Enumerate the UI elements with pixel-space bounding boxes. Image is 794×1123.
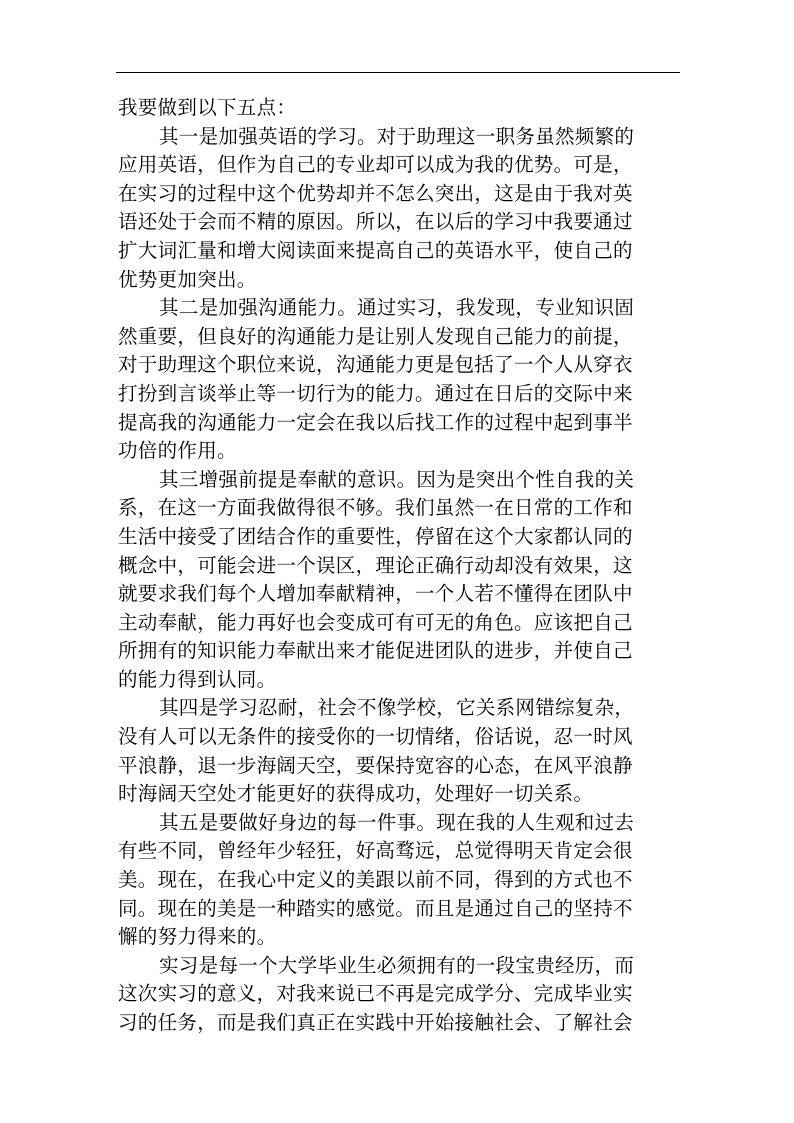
text-line: 所拥有的知识能力奉献出来才能促进团队的进步，并使自己 <box>118 639 633 663</box>
paragraph-5-start: 其五是要做好身边的每一件事。现在我的人生观和过去 <box>159 810 635 834</box>
paragraph-1-start: 其一是加强英语的学习。对于助理这一职务虽然频繁的 <box>159 124 635 148</box>
header-rule <box>116 72 680 73</box>
document-body <box>118 94 678 1038</box>
paragraph-2-start: 其二是加强沟通能力。通过实习，我发现，专业知识固 <box>159 296 635 320</box>
text-line: 系，在这一方面我做得很不够。我们虽然一在日常的工作和 <box>118 496 633 520</box>
text-line: 主动奉献，能力再好也会变成可有可无的角色。应该把自己 <box>118 610 633 634</box>
text-line: 优势更加突出。 <box>118 267 257 291</box>
text-line: 平浪静，退一步海阔天空，要保持宽容的心态，在风平浪静 <box>118 753 633 777</box>
text-line: 扩大词汇量和增大阅读面来提高自己的英语水平，使自己的 <box>118 238 633 262</box>
text-line: 然重要，但良好的沟通能力是让别人发现自己能力的前提， <box>118 324 633 348</box>
text-line: 同。现在的美是一种踏实的感觉。而且是通过自己的坚持不 <box>118 896 633 920</box>
text-line: 没有人可以无条件的接受你的一切情绪，俗话说，忍一时风 <box>118 725 633 749</box>
text-line: 语还处于会而不精的原因。所以，在以后的学习中我要通过 <box>118 210 633 234</box>
text-line: 时海阔天空处才能更好的获得成功，处理好一切关系。 <box>118 782 594 806</box>
text-line: 概念中，可能会进一个误区，理论正确行动却没有效果，这 <box>118 553 633 577</box>
text-line: 有些不同，曾经年少轻狂，好高骛远，总觉得明天肯定会很 <box>118 839 633 863</box>
text-line: 就要求我们每个人增加奉献精神，一个人若不懂得在团队中 <box>118 582 633 606</box>
paragraph-3-start: 其三增强前提是奉献的意识。因为是突出个性自我的关 <box>159 467 635 491</box>
paragraph-4-start: 其四是学习忍耐，社会不像学校，它关系网错综复杂， <box>159 696 635 720</box>
text-line: 应用英语，但作为自己的专业却可以成为我的优势。可是， <box>118 153 633 177</box>
text-line: 的能力得到认同。 <box>118 667 277 691</box>
text-line: 习的任务，而是我们真正在实践中开始接触社会、了解社会 <box>118 1011 633 1034</box>
text-line: 生活中接受了团结合作的重要性，停留在这个大家都认同的 <box>118 524 633 548</box>
text-line: 美。现在，在我心中定义的美跟以前不同，得到的方式也不 <box>118 868 633 892</box>
text-line: 在实习的过程中这个优势却并不怎么突出，这是由于我对英 <box>118 181 633 205</box>
text-line: 打扮到言谈举止等一切行为的能力。通过在日后的交际中来 <box>118 381 633 405</box>
text-line: 提高我的沟通能力一定会在我以后找工作的过程中起到事半 <box>118 410 633 434</box>
text-line: 功倍的作用。 <box>118 439 237 463</box>
paragraph-6-start: 实习是每一个大学毕业生必须拥有的一段宝贵经历，而 <box>159 953 635 977</box>
text-line: 我要做到以下五点： <box>118 96 297 119</box>
text-line: 这次实习的意义，对我来说已不再是完成学分、完成毕业实 <box>118 982 633 1006</box>
text-line: 懈的努力得来的。 <box>118 925 277 949</box>
text-line: 对于助理这个职位来说，沟通能力更是包括了一个人从穿衣 <box>118 353 633 377</box>
